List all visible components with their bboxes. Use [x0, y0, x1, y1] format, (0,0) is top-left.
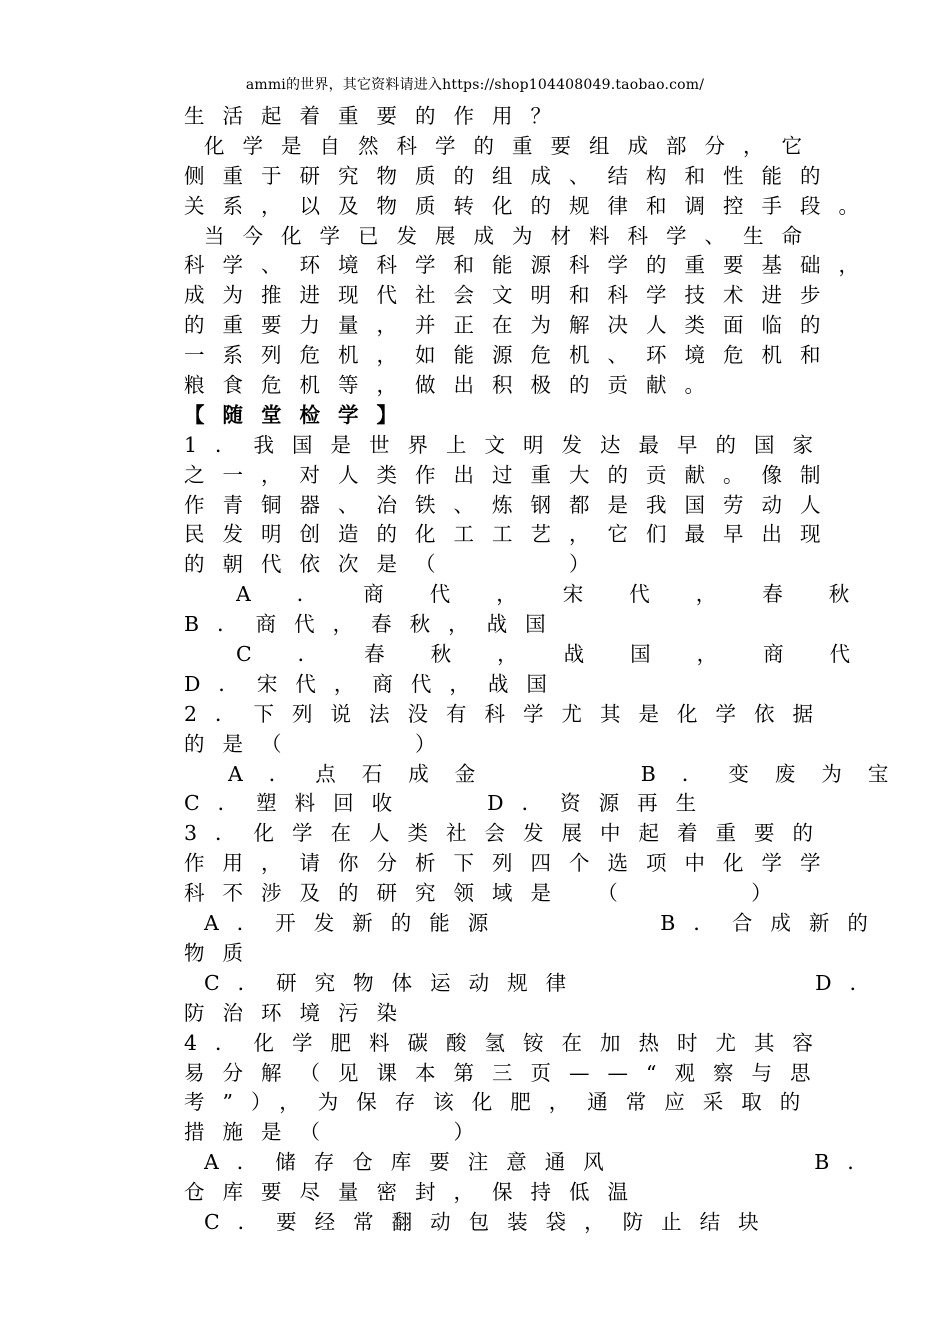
text-line: 3．化学在人类社会发展中起着重要的	[184, 821, 832, 846]
text-line: 防治环境污染	[184, 1000, 415, 1025]
text-line: 1．我国是世界上文明发达最早的国家	[184, 432, 832, 457]
text-line: 科不涉及的研究领域是 （ ）	[184, 881, 790, 906]
text-line: C．要经常翻动包装袋，防止结块	[204, 1209, 777, 1234]
text-line: 仓库要尽量密封，保持低温	[184, 1180, 646, 1205]
text-line: A．点石成金 B．变废为宝	[228, 761, 915, 786]
text-line: 作用，请你分析下列四个选项中化学学	[184, 851, 839, 876]
text-line: D．宋代，商代，战国	[184, 671, 565, 696]
text-line: A．储存仓库要注意通风 B．	[204, 1150, 886, 1175]
text-line: 的朝代依次是（ ）	[184, 552, 608, 577]
text-line: 化学是自然科学的重要组成部分，它	[204, 133, 820, 158]
text-line: 一系列危机，如能源危机、环境危机和	[184, 343, 839, 368]
text-line: 考”），为保存该化肥，通常应采取的	[184, 1090, 819, 1115]
text-line: A．商代，宋代，春秋	[236, 582, 896, 607]
text-line: 关系，以及物质转化的规律和调控手段。	[184, 193, 877, 218]
text-line: B．商代，春秋，战国	[184, 612, 564, 637]
text-line: 生活起着重要的作用？	[184, 104, 569, 128]
page-header: ammi的世界，其它资料请进入https://shop104408049.taobao.com/	[245, 77, 705, 93]
text-line: A．开发新的能源 B．合成新的	[204, 911, 886, 936]
text-line: 物质	[184, 940, 261, 965]
text-line: 粮食危机等，做出积极的贡献。	[184, 373, 723, 398]
text-line: C．研究物体运动规律 D．	[204, 970, 889, 995]
text-line: 成为推进现代社会文明和科学技术进步	[184, 283, 839, 308]
text-line: 的重要力量，并正在为解决人类面临的	[184, 313, 839, 338]
text-line: 科学、环境科学和能源科学的重要基础，	[184, 253, 877, 278]
text-line: C．塑料回收 D．资源再生	[184, 791, 715, 816]
text-line: 民发明创造的化工工艺，它们最早出现	[184, 522, 839, 547]
text-line: 之一，对人类作出过重大的贡献。像制	[184, 462, 839, 487]
section-heading: 【随堂检学】	[184, 402, 415, 427]
text-line: 的是（ ）	[184, 731, 454, 756]
text-line: 措施是（ ）	[184, 1120, 492, 1145]
text-line: 4．化学肥料碳酸氢铵在加热时尤其容	[184, 1030, 832, 1055]
text-line: 易分解（见课本第三页——“观察与思	[184, 1060, 829, 1085]
text-line: 2．下列说法没有科学尤其是化学依据	[184, 701, 832, 726]
text-line: 侧重于研究物质的组成、结构和性能的	[184, 163, 839, 188]
document-body	[184, 102, 915, 1238]
text-line: C．春秋，战国，商代	[236, 642, 897, 667]
text-line: 当今化学已发展成为材料科学、生命	[204, 223, 820, 248]
text-line: 作青铜器、冶铁、炼钢都是我国劳动人	[184, 492, 839, 517]
